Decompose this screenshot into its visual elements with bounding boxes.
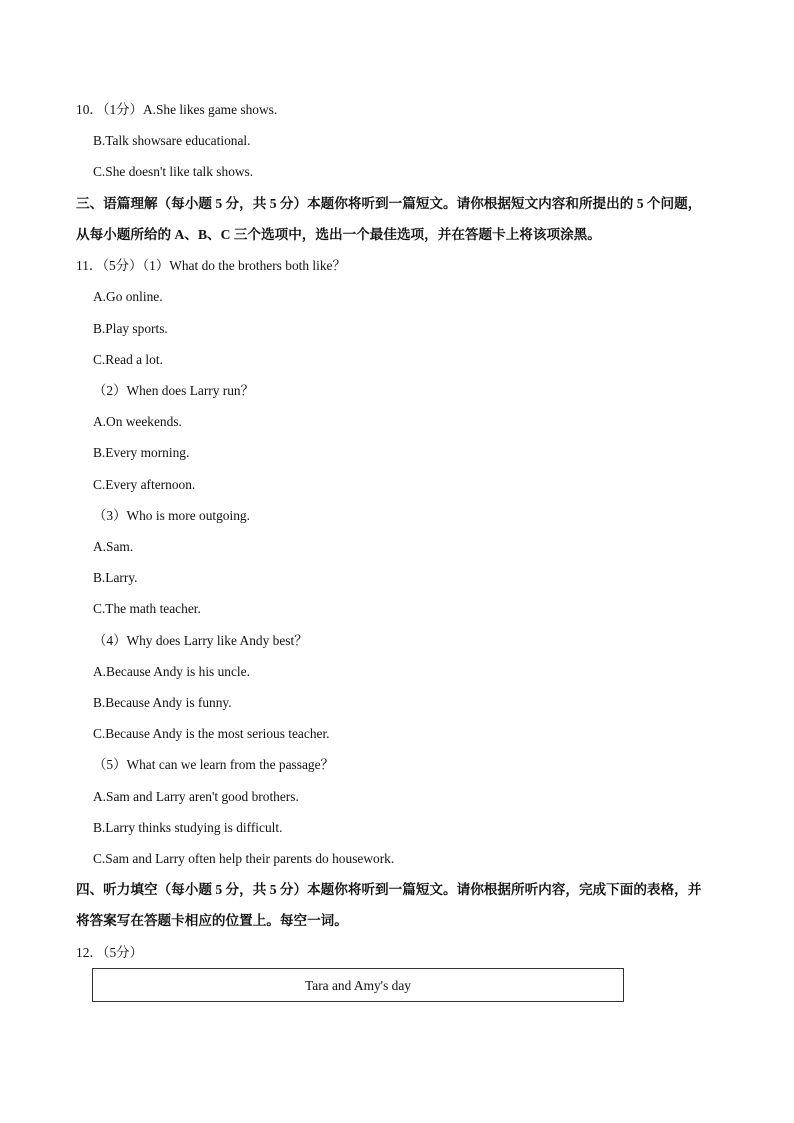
- question-10-stem: 10．（1分）A.She likes game shows.: [76, 102, 278, 117]
- q11-sub-question-2: （2）When does Larry run？: [93, 383, 255, 398]
- q11-3-option-c: C.The math teacher.: [93, 601, 201, 616]
- q11-1-option-c: C.Read a lot.: [93, 352, 163, 367]
- question-10-option-b: B.Talk showsare educational.: [93, 133, 251, 148]
- q11-5-option-b: B.Larry thinks studying is difficult.: [93, 820, 283, 835]
- q11-5-option-c: C.Sam and Larry often help their parents do housework.: [93, 851, 395, 866]
- question-11-stem: 11．（5分）（1）What do the brothers both like？: [76, 258, 346, 273]
- answer-table: [92, 968, 624, 1002]
- q11-sub-question-4: （4）Why does Larry like Andy best？: [93, 633, 308, 648]
- q11-2-option-b: B.Every morning.: [93, 445, 190, 460]
- q11-4-option-a: A.Because Andy is his uncle.: [93, 664, 250, 679]
- q11-3-option-b: B.Larry.: [93, 570, 138, 585]
- q11-5-option-a: A.Sam and Larry aren't good brothers.: [93, 789, 299, 804]
- q11-3-option-a: A.Sam.: [93, 539, 134, 554]
- q11-1-option-b: B.Play sports.: [93, 321, 168, 336]
- q11-4-option-b: B.Because Andy is funny.: [93, 695, 232, 710]
- q11-2-option-a: A.On weekends.: [93, 414, 182, 429]
- section-3-instructions-line-2: 从每小题所给的 A、B、C 三个选项中，选出一个最佳选项，并在答题卡上将该项涂黑。: [76, 227, 601, 242]
- q11-sub-question-5: （5）What can we learn from the passage？: [93, 757, 334, 772]
- question-12-stem: 12．（5分）: [76, 945, 143, 960]
- section-4-instructions-line-2: 将答案写在答题卡相应的位置上。每空一词。: [76, 913, 348, 928]
- section-4-instructions-line-1: 四、听力填空（每小题 5 分，共 5 分）本题你将听到一篇短文。请你根据所听内容，完成下面的表格，并: [76, 882, 702, 897]
- q11-4-option-c: C.Because Andy is the most serious teacher.: [93, 726, 330, 741]
- q11-2-option-c: C.Every afternoon.: [93, 477, 196, 492]
- section-3-instructions-line-1: 三、语篇理解（每小题 5 分，共 5 分）本题你将听到一篇短文。请你根据短文内容和所提出的 5 个问题，: [76, 196, 702, 211]
- question-10-option-c: C.She doesn't like talk shows.: [93, 164, 254, 179]
- q11-1-option-a: A.Go online.: [93, 289, 163, 304]
- q11-sub-question-3: （3）Who is more outgoing.: [93, 508, 250, 523]
- answer-table-title: Tara and Amy's day: [305, 978, 411, 993]
